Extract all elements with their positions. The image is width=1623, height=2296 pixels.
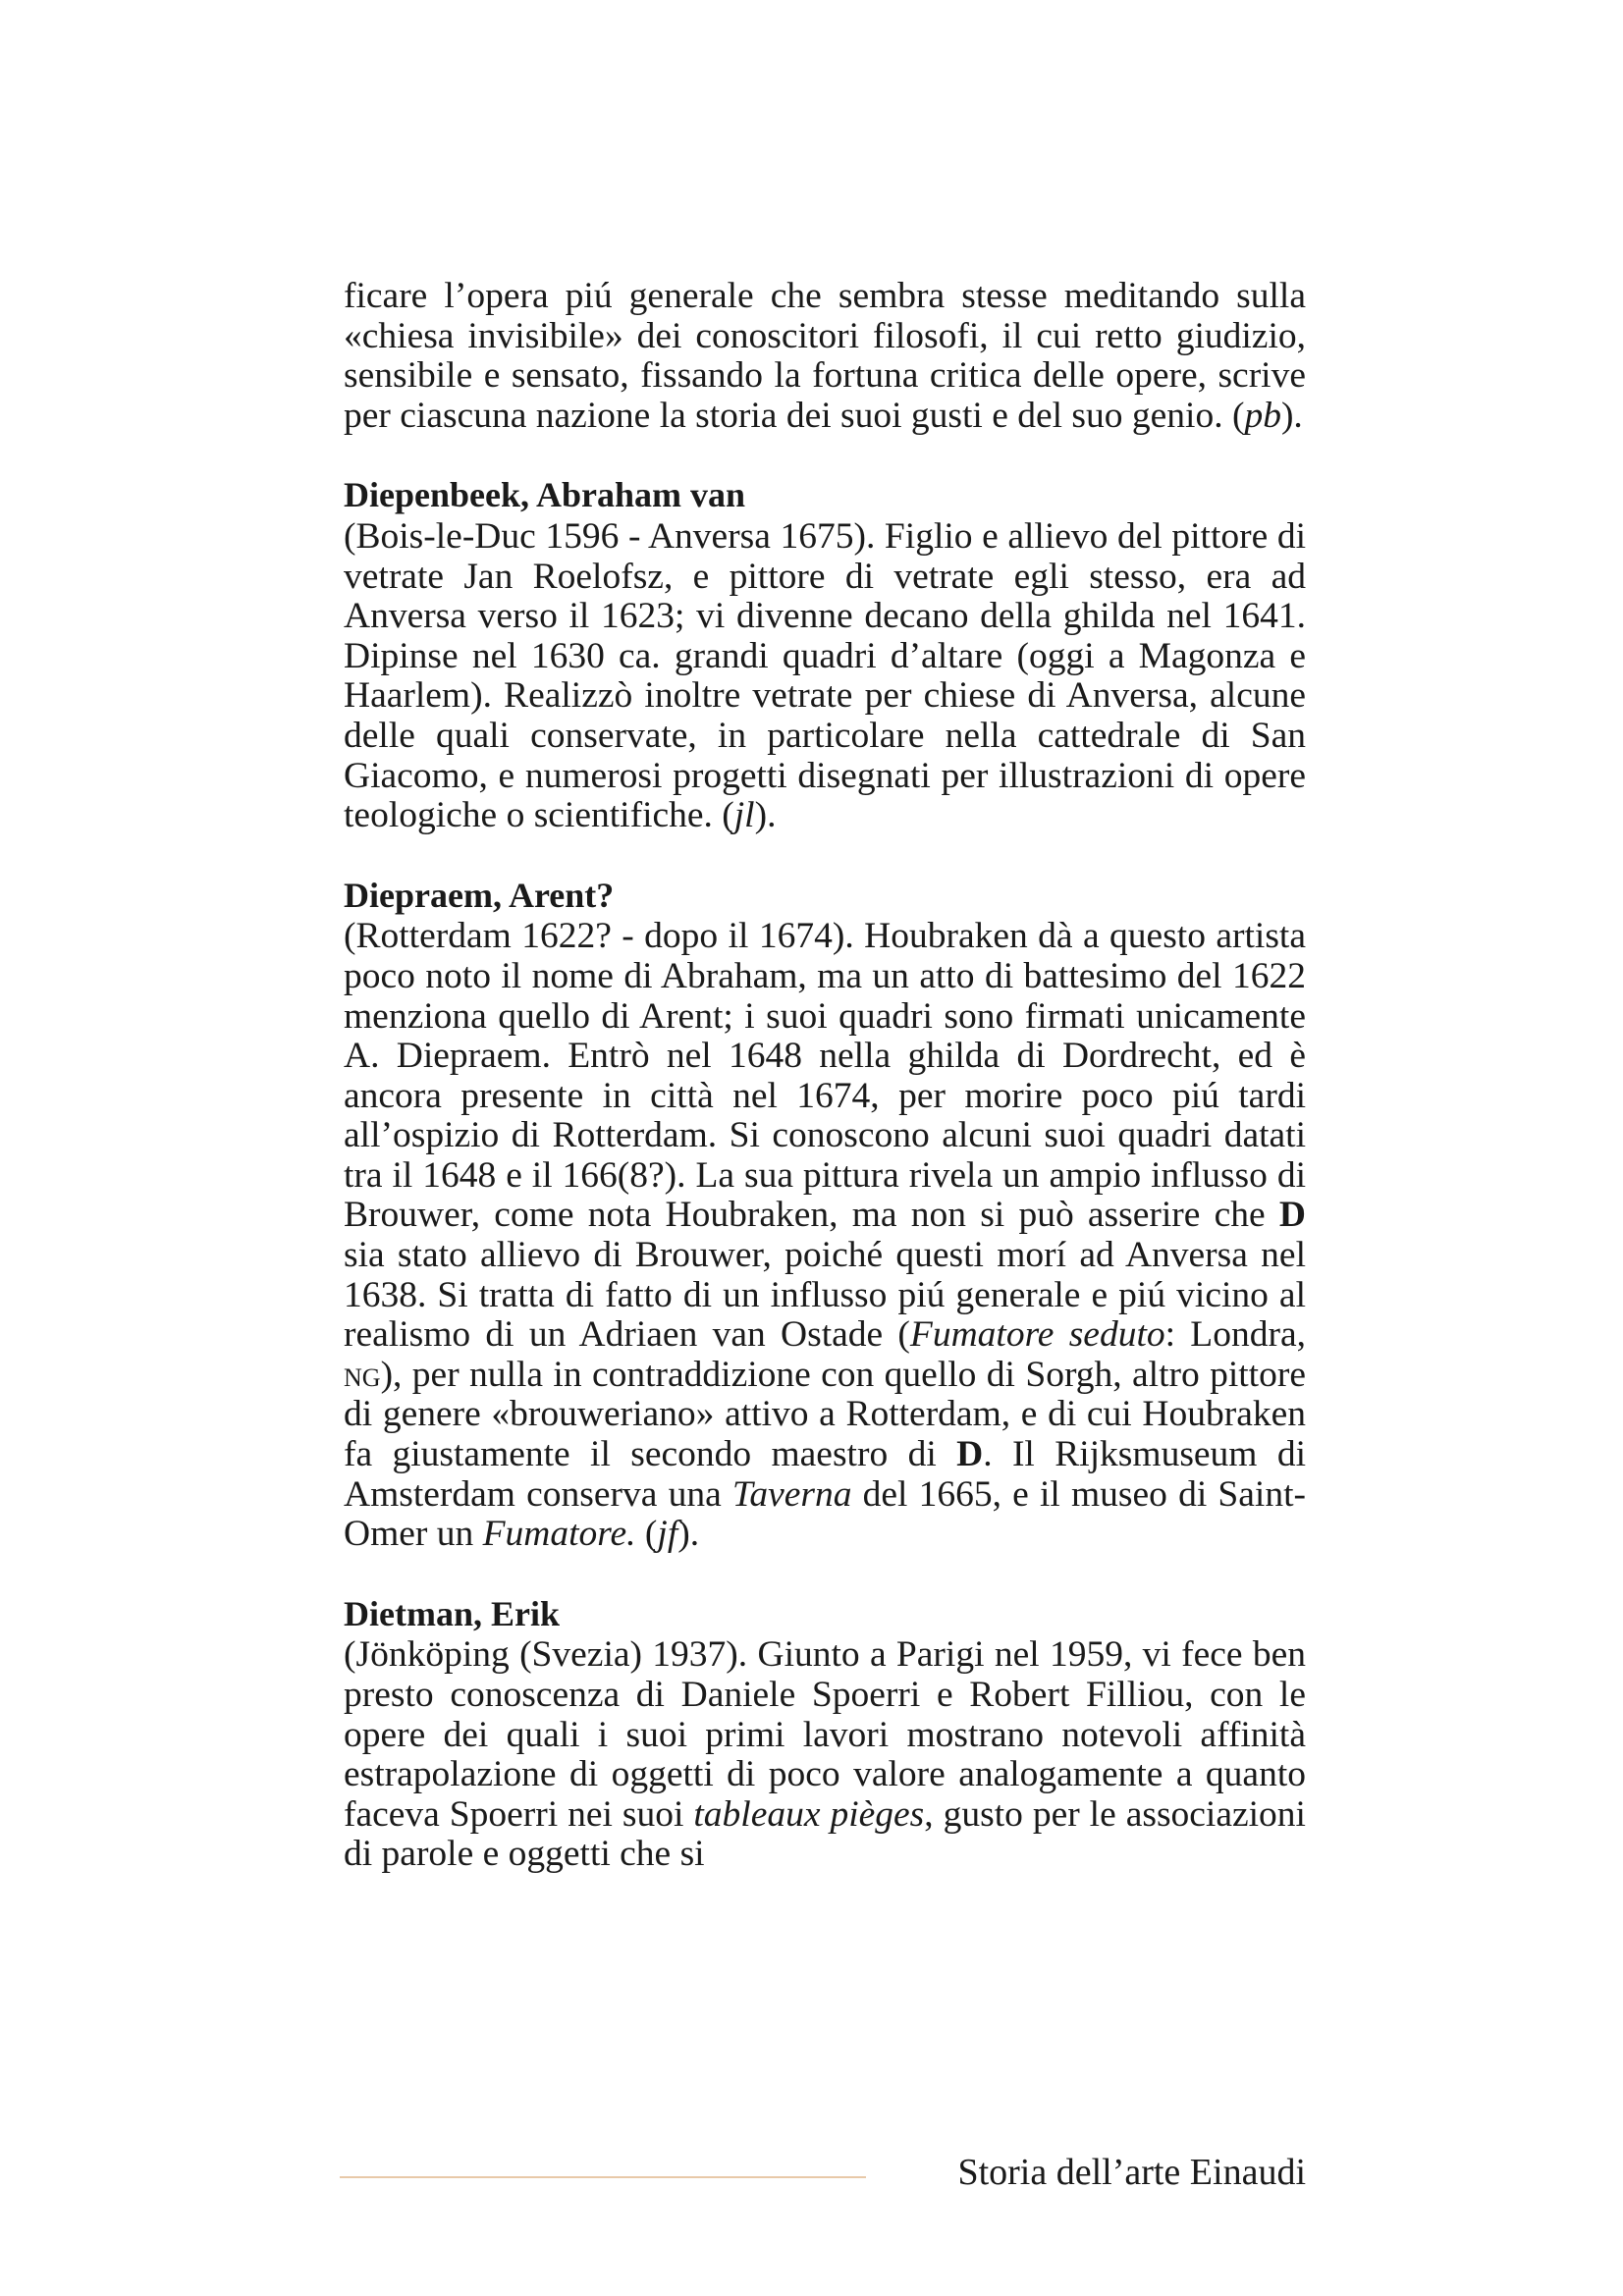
abbreviation-d: D (956, 1434, 984, 1475)
entry-text: ( (635, 1514, 658, 1555)
page-body (344, 277, 1306, 1875)
author-initials: jl (733, 795, 755, 836)
term-italic: tableaux pièges (693, 1793, 925, 1835)
closing-punctuation: ). (1280, 395, 1303, 436)
entry-text: : Londra, (1164, 1314, 1306, 1356)
footer-rule (340, 2176, 866, 2178)
closing-punctuation: ). (754, 795, 777, 836)
entry-text: , gusto per le associazioni di parole e oggetti che si (344, 1793, 1306, 1875)
continuation-text: ficare l’opera piú generale che sembra stesse meditando sulla «chiesa invisibile» dei conoscitori filosofi, il cui retto giudizio, sensibile e sensato, fissando la fortuna critica delle opere, scrive per ciascuna nazione la storia dei suoi gusti e del suo genio. ( (344, 276, 1306, 436)
entry-dietman (344, 1594, 1306, 1875)
entry-body (344, 917, 1306, 1555)
entry-body (344, 517, 1306, 836)
entry-text: ), per nulla in contraddizione con quello di Sorgh, altro pittore di genere «brouweriano» attivo a Rotterdam, e di cui Houbraken fa giustamente il secondo maestro di (344, 1354, 1306, 1475)
entry-text: (Jönköping (Svezia) 1937). Giunto a Parigi nel 1959, vi fece ben presto conoscenza di Daniele Spoerri e Robert Filliou, con le opere dei quali i suoi primi lavori mostrano notevoli affinità estrapolazione di oggetti di poco valore analogamente a quanto faceva Spoerri nei suoi (344, 1634, 1306, 1835)
work-title: Taverna (731, 1473, 852, 1515)
entry-diepenbeek (344, 475, 1306, 835)
entry-body (344, 1635, 1306, 1875)
abbreviation-d: D (1278, 1195, 1306, 1236)
entry-heading: Diepraem, Arent? (344, 875, 615, 915)
entry-heading: Diepenbeek, Abraham van (344, 475, 746, 515)
footer-label: Storia dell’arte Einaudi (957, 2152, 1306, 2193)
author-initials: jf (657, 1514, 678, 1555)
work-title: Fumatore. (482, 1514, 636, 1555)
entry-text: . Il Rijksmuseum di Amsterdam conserva una (344, 1434, 1307, 1515)
continuation-paragraph (344, 277, 1306, 436)
author-initials: pb (1244, 395, 1281, 436)
closing-punctuation: ). (677, 1514, 700, 1555)
work-title: Fumatore seduto (909, 1314, 1165, 1356)
museum-abbreviation: ng (344, 1354, 381, 1395)
entry-heading: Dietman, Erik (344, 1593, 560, 1633)
entry-text: sia stato allievo di Brouwer, poiché questi morí ad Anversa nel 1638. Si tratta di fatto di un influsso piú generale e piú vicino al realismo di un Adriaen van Ostade ( (344, 1235, 1306, 1356)
entry-text: del 1665, e il museo di Saint-Omer un (344, 1473, 1306, 1555)
entry-text: (Bois-le-Duc 1596 - Anversa 1675). Figlio e allievo del pittore di vetrate Jan Roelofsz, e pittore di vetrate egli stesso, era ad Anversa verso il 1623; vi divenne decano della ghilda nel 1641. Dipinse nel 1630 ca. grandi quadri d’altare (oggi a Magonza e Haarlem). Realizzò inoltre vetrate per chiese di Anversa, alcune delle quali conservate, in particolare nella cattedrale di San Giacomo, e numerosi progetti disegnati per illustrazioni di opere teologiche o scientifiche. ( (344, 515, 1306, 836)
entry-text: (Rotterdam 1622? - dopo il 1674). Houbraken dà a questo artista poco noto il nome di Abraham, ma un atto di battesimo del 1622 menziona quello di Arent; i suoi quadri sono firmati unicamente A. Diepraem. Entrò nel 1648 nella ghilda di Dordrecht, ed è ancora presente in città nel 1674, per morire poco piú tardi all’ospizio di Rotterdam. Si conoscono alcuni suoi quadri datati tra il 1648 e il 166(8?). La sua pittura rivela un ampio influsso di Brouwer, come nota Houbraken, ma non si può asserire che (344, 916, 1306, 1236)
entry-diepraem (344, 876, 1306, 1555)
